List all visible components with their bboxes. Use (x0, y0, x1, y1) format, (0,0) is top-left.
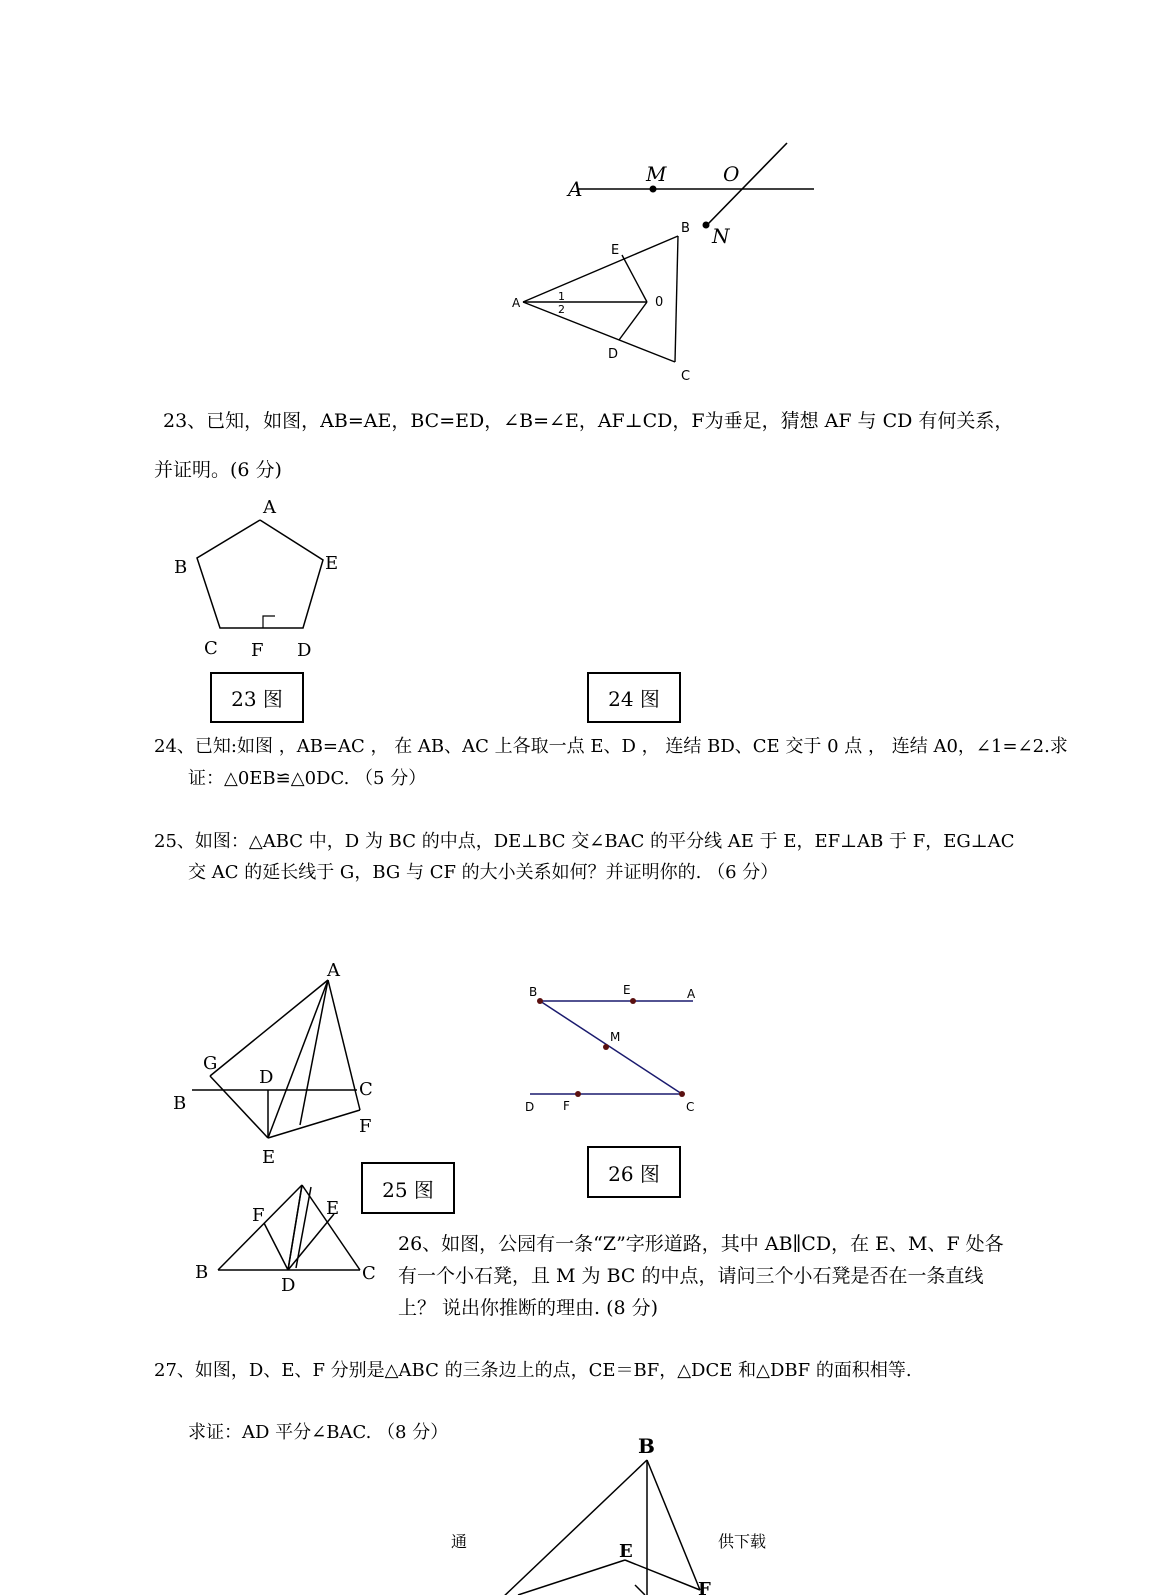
f25-label-D: D (259, 1067, 274, 1088)
f26-label-B: B (529, 985, 538, 999)
pent-label-C: C (204, 638, 218, 659)
tri-label-C: C (681, 369, 691, 384)
small-label-B: B (195, 1262, 209, 1283)
tri-label-B: B (681, 221, 690, 236)
small-label-D: D (281, 1275, 296, 1296)
f25-label-F: F (359, 1116, 372, 1137)
q25-line2: 交 AC 的延长线于 G，BG 与 CF 的大小关系如何？并证明你的. （6 分） (188, 862, 779, 883)
pent-label-A: A (263, 497, 276, 518)
footer-right-text: 供下载 (718, 1532, 767, 1551)
f26-label-D: D (525, 1100, 535, 1114)
pent-label-B: B (174, 557, 188, 578)
pent-label-F: F (251, 640, 264, 661)
f27-label-E: E (619, 1541, 633, 1562)
label-O: O (723, 162, 740, 186)
tri-label-2: 2 (558, 303, 565, 316)
q26-line3: 上？ 说出你推断的理由. (8 分) (398, 1297, 659, 1319)
label-M: M (646, 162, 667, 186)
q27-line2: 求证：AD 平分∠BAC. （8 分） (188, 1422, 449, 1443)
f27-label-F: F (698, 1579, 711, 1595)
label-A: A (568, 177, 583, 201)
tri-label-1: 1 (558, 290, 565, 303)
f26-label-F: F (563, 1099, 570, 1113)
box-24-figure: 24 图 (587, 672, 681, 723)
q26-line2: 有一个小石凳，且 M 为 BC 的中点，请问三个小石凳是否在一条直线 (398, 1265, 984, 1287)
q23-line2: 并证明。(6 分) (154, 459, 282, 481)
tri-label-A: A (512, 296, 521, 310)
q24-line1: 24、已知:如图 ，AB=AC ， 在 AB、AC 上各取一点 E、D ， 连结 BD、CE 交于 0 点 ， 连结 A0，∠1=∠2.求 (154, 736, 1068, 757)
f25-label-A: A (327, 960, 340, 981)
small-label-E: E (326, 1198, 340, 1219)
f25-label-B: B (173, 1093, 187, 1114)
label-N: N (712, 224, 730, 248)
pent-label-D: D (297, 640, 312, 661)
f26-label-E: E (623, 983, 631, 997)
f27-label-B: B (638, 1434, 655, 1458)
small-label-C: C (362, 1263, 376, 1284)
tri-label-D: D (608, 347, 619, 362)
q26-line1: 26、如图，公园有一条“Z”字形道路，其中 AB∥CD，在 E、M、F 处各 (398, 1233, 1004, 1255)
tri-label-E: E (611, 243, 620, 258)
box-23-figure: 23 图 (210, 672, 304, 723)
pent-label-E: E (325, 553, 339, 574)
tri-label-O: 0 (655, 295, 664, 310)
f25-label-G: G (203, 1053, 218, 1074)
footer-left-text: 通 (451, 1532, 468, 1551)
box-26-figure: 26 图 (587, 1146, 681, 1198)
box-25-figure: 25 图 (361, 1162, 455, 1214)
q25-line1: 25、如图：△ABC 中，D 为 BC 的中点，DE⊥BC 交∠BAC 的平分线 AE 于 E，EF⊥AB 于 F，EG⊥AC (154, 831, 1015, 852)
f25-label-C: C (359, 1079, 373, 1100)
q24-line2: 证：△0EB≌△0DC. （5 分） (188, 768, 427, 789)
q27-line1: 27、如图，D、E、F 分别是△ABC 的三条边上的点，CE＝BF，△DCE 和△DBF 的面积相等. (154, 1360, 912, 1381)
q23-line1: 23、已知，如图，AB=AE，BC=ED，∠B=∠E，AF⊥CD，F为垂足，猜想 AF 与 CD 有何关系， (163, 410, 1014, 432)
f26-label-C: C (686, 1100, 695, 1114)
small-label-F: F (252, 1205, 265, 1226)
f26-label-M: M (610, 1030, 621, 1044)
f25-label-E: E (262, 1147, 276, 1168)
f26-label-A: A (687, 987, 696, 1001)
